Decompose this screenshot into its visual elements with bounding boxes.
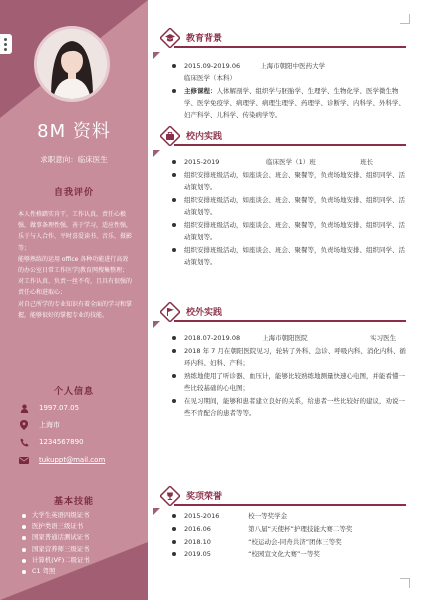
internship-title: 校外实践 <box>186 308 223 318</box>
award-item <box>170 536 406 549</box>
award-item <box>170 523 406 536</box>
email-row[interactable] <box>19 454 105 466</box>
campus-header <box>160 126 406 148</box>
skills-heading: 基本技能 <box>53 497 94 507</box>
campus-item: 组织安排班级活动，如座谈会、班会、聚餐等，负责场地安排、组织同学、活动策划等。 <box>170 194 406 219</box>
city-row <box>19 419 60 431</box>
evaluation-paragraph: 本人性格踏实肯干，工作认真，责任心极强，做事条理性强，善于学习，适应性强，乐于与人合作，平时喜爱读书、音乐、摄影等； <box>18 211 133 252</box>
campus-item: 组织安排班级活动，如座谈会、班会、聚餐等，负责场地安排、组织同学、活动策划等。 <box>170 219 406 244</box>
award-date: 2018.10 <box>184 537 211 546</box>
campus-role: 班长 <box>360 158 374 166</box>
award-item <box>170 510 406 523</box>
awards-list <box>170 510 406 561</box>
avatar <box>34 26 110 102</box>
section-marker <box>153 52 160 59</box>
briefcase-icon <box>160 126 180 146</box>
award-date: 2019.05 <box>184 550 211 559</box>
graduation-cap-icon <box>160 28 180 48</box>
award-name: “校运动会-同舟共济”团体三等奖 <box>248 537 342 546</box>
internship-item: 熟练地使用了听诊器、血压计，能够比较熟练地测量快速心电图，并能看懂一些比较基础的心电图； <box>170 370 406 395</box>
section-marker <box>153 150 160 157</box>
avatar-photo-icon <box>37 29 107 99</box>
education-courses <box>170 85 406 121</box>
evaluation-paragraph: 对工作认真、负责一丝不苟，且具有很强的责任心和进取心； <box>18 278 133 297</box>
award-name: 校一等奖学金 <box>248 512 288 520</box>
skill-item: 国家普通话测试证书 <box>22 532 90 543</box>
self-evaluation-heading: 自我评价 <box>53 188 94 198</box>
skill-item: 国家营养师三级证书 <box>22 544 90 555</box>
awards-header <box>160 486 406 508</box>
flag-icon <box>160 302 180 322</box>
internship-header <box>160 302 406 324</box>
candidate-name: 8M 资料 <box>37 121 111 142</box>
courses-label: 主修课程： <box>184 87 217 95</box>
education-major: 临床医学（本科） <box>184 74 236 82</box>
internship-list <box>170 332 406 420</box>
campus-period: 2015-2019 <box>184 158 220 166</box>
award-name: “校园宣文化大赛”一等奖 <box>248 550 320 559</box>
mail-icon <box>19 457 29 464</box>
evaluation-paragraph: 对自己所学的专业知识有着全面的学习和掌握，能够很好的掌握专业的技能。 <box>18 300 133 319</box>
section-divider <box>174 320 406 322</box>
skills-list <box>22 510 90 577</box>
courses-text: 人体解剖学、组织学与胚胎学、生理学、生物化学、医学微生物学、医学免疫学、病理学、病理生理学、药理学、诊断学、内科学、外科学、妇产科学、儿科学、传染病学等。 <box>184 87 405 119</box>
internship-entry <box>170 332 406 345</box>
education-entry <box>170 60 406 84</box>
award-item <box>170 548 406 561</box>
education-header <box>160 28 406 50</box>
sidebar <box>0 0 148 600</box>
campus-org: 临床医学（1）班 <box>266 158 316 166</box>
campus-entry <box>170 156 406 169</box>
award-date: 2016.06 <box>184 524 211 533</box>
section-divider <box>174 504 406 506</box>
section-marker <box>153 321 160 328</box>
section-marker <box>153 508 160 515</box>
award-name: 第八届“天使杯”护理技能大赛二等奖 <box>248 524 353 533</box>
award-date: 2015-2016 <box>184 512 220 520</box>
trophy-icon <box>160 486 180 506</box>
education-period: 2015.09-2019.06 <box>184 62 241 70</box>
awards-title: 奖项荣誉 <box>186 492 223 502</box>
internship-item: 在见习期间，能够和患者建立良好的关系，给患者一些比较好的建议，劝说一些不肯配合的患者等等。 <box>170 395 406 420</box>
campus-item: 组织安排班级活动，如座谈会、班会、聚餐等，负责场地安排、组织同学、活动策划等。 <box>170 169 406 194</box>
education-title: 教育背景 <box>186 34 223 44</box>
skill-item: 计算机(VF)二级证书 <box>22 555 90 566</box>
education-list <box>170 60 406 122</box>
internship-role: 实习医生 <box>370 334 397 342</box>
birth-row <box>19 402 79 414</box>
skill-item: C1 驾照 <box>22 566 90 577</box>
city: 上海市 <box>39 421 60 429</box>
location-pin-icon <box>19 420 29 430</box>
campus-title: 校内实践 <box>186 132 223 142</box>
page-corner-mark <box>400 578 410 588</box>
internship-item: 2018 年 7 月在朝阳医院见习，轮转了外科、急诊、呼吸内科、消化内科、循环内科、妇科、产科； <box>170 345 406 370</box>
phone-icon <box>19 438 29 447</box>
page-corner-mark <box>400 14 410 24</box>
phone-row <box>19 436 84 448</box>
skill-item: 医护类语三级证书 <box>22 521 90 532</box>
education-school: 上海市朝阳中医药大学 <box>260 62 326 70</box>
internship-period: 2018.07-2019.08 <box>184 334 241 342</box>
section-divider <box>174 144 406 146</box>
phone-number: 1234567890 <box>39 438 84 446</box>
personal-info-heading: 个人信息 <box>53 387 94 397</box>
birth-date: 1997.07.05 <box>39 404 80 412</box>
email-link[interactable]: tukuppt@mail.com <box>39 456 106 464</box>
campus-list <box>170 156 406 269</box>
skill-item: 大学生英语四级证书 <box>22 510 90 521</box>
more-options-icon[interactable] <box>0 34 12 54</box>
section-divider <box>174 46 406 48</box>
self-evaluation-text <box>18 209 132 321</box>
internship-org: 上海市朝阳医院 <box>262 334 308 342</box>
evaluation-paragraph: 能够熟练的运用 office 各种功能进行高效的办公室日常工作医学|教育网搜集整理； <box>18 255 129 275</box>
person-icon <box>19 404 29 413</box>
campus-item: 组织安排班级活动，如座谈会、班会、聚餐等，负责场地安排、组织同学、活动策划等。 <box>170 244 406 269</box>
job-intent: 求职意向：临床医生 <box>40 155 108 164</box>
